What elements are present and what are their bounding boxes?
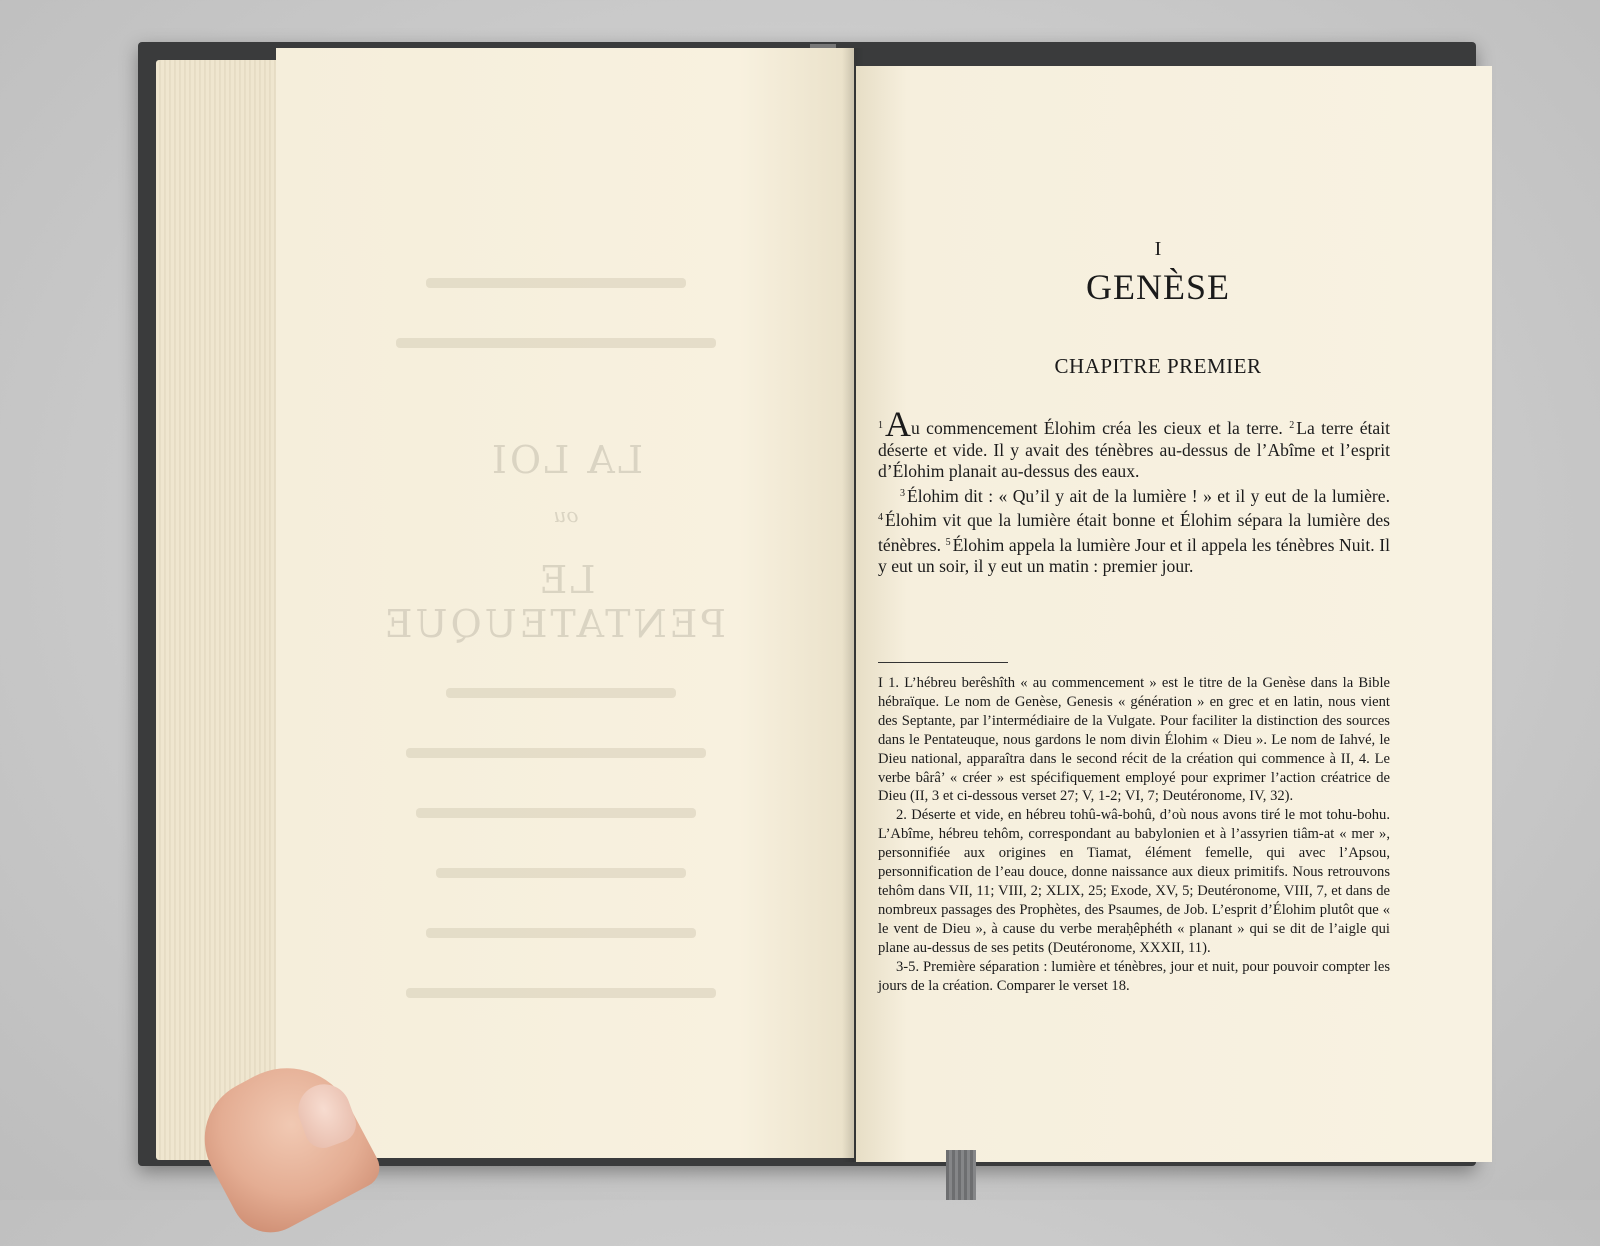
show-through-line	[436, 868, 686, 878]
verse-2: La terre était déserte et vide. Il y avait des ténèbres au-dessus de l’Abîme et l’esprit d’Élohim planait au-dessus des eaux.	[878, 418, 1390, 481]
footnote-3: 3-5. Première séparation : lumière et ténèbres, jour et nuit, pour pouvoir compter les jours de la création. Comparer le verset 18.	[878, 958, 1390, 994]
show-through-line	[426, 928, 696, 938]
right-page	[856, 66, 1492, 1162]
left-page	[276, 48, 854, 1158]
verse-paragraph: $^3$ Élohim dit : « Qu’il y ait de la lumière ! » et il y eut de la lumière. $^4$ Élohim vit que la lumière était bonne et Élohim sépara la lumière des ténèbres. $^5$ Élohim appela la lumière Jour et il appela les ténèbres Nuit. Il y eut un soir, il y eut un matin : premier jour.	[878, 485, 1390, 576]
show-through-ou: ou	[553, 503, 579, 527]
verse-4: Élohim vit que la lumière était bonne et Élohim sépara la lumière des ténèbres.	[878, 510, 1390, 555]
show-through-line	[406, 748, 706, 758]
show-through-title: LA LOI	[488, 438, 644, 482]
book-title: GENÈSE	[1086, 267, 1230, 307]
chapter-title: CHAPITRE PREMIER	[1054, 354, 1262, 378]
show-through-line	[416, 808, 696, 818]
verse-5: Élohim appela la lumière Jour et il appela les ténèbres Nuit. Il y eut un soir, il y eut un matin : premier jour.	[878, 534, 1390, 576]
verse-1: u commencement Élohim créa les cieux et la terre.	[911, 418, 1283, 438]
bookmark-ribbon	[946, 1150, 976, 1200]
show-through-line	[426, 278, 686, 288]
footnotes	[878, 674, 1390, 995]
page-block-edge	[156, 60, 276, 1160]
show-through-line	[406, 988, 716, 998]
verses-block	[878, 404, 1390, 578]
verse-paragraph: $^1$Au commencement Élohim créa les cieux et la terre. $^2$ La terre était déserte et vide. Il y avait des ténèbres au-dessus de l’Abîme et l’esprit d’Élohim planait au-dessus des eaux.	[878, 404, 1390, 481]
footnote-1: I 1. L’hébreu berêshîth « au commencement » est le titre de la Genèse dans la Bible hébraïque. Le nom de Genèse, Genesis « génération » en grec et en latin, nous vient des Septante, par l’intermédiaire de la Vulgate. Pour faciliter la distinction des sources dans le Pentateuque, nous gardons le nom divin Élohim « Dieu ». Le nom de Iahvé, le Dieu national, apparaîtra dans le second récit de la création qui commence à II, 4. Le verbe bârâ’ « créer » est spécifiquement employé pour exprimer l’action créatrice de Dieu (II, 3 et ci-dessous verset 27; V, 1-2; VI, 7; Deutéronome, IV, 32).	[878, 675, 1390, 805]
footnote-2: 2. Déserte et vide, en hébreu tohû-wâ-bohû, d’où nous avons tiré le mot tohu-bohu. L’Abîme, hébreu tehôm, correspondant au babylonien et à l’assyrien tiâm-at « mer », personnifiée aux origines en Tiamat, élément femelle, qui avec l’Apsou, personnification de l’eau douce, donne naissance aux dieux primitifs. Nous retrouvons tehôm dans VII, 11; VIII, 2; XLIX, 25; Exode, XV, 5; Deutéronome, VIII, 7, et dans de nombreux passages des Prophètes, des Psaumes, de Job. L’esprit d’Élohim plutôt que « le vent de Dieu », à cause du verbe meraḥêphéth « planant » qui se dit de l’aigle qui plane au-dessus de ses petits (Deutéronome, XXXII, 11).	[878, 807, 1390, 956]
show-through-line	[446, 688, 676, 698]
show-through-line	[396, 338, 716, 348]
footnote-rule	[878, 662, 1008, 663]
show-through-subtitle: LE PENTATEUQUE	[381, 558, 726, 646]
chapter-number: I	[1154, 238, 1162, 260]
verse-3: Élohim dit : « Qu’il y ait de la lumière ! » et il y eut de la lumière.	[907, 485, 1390, 506]
drop-cap: A	[885, 404, 911, 444]
